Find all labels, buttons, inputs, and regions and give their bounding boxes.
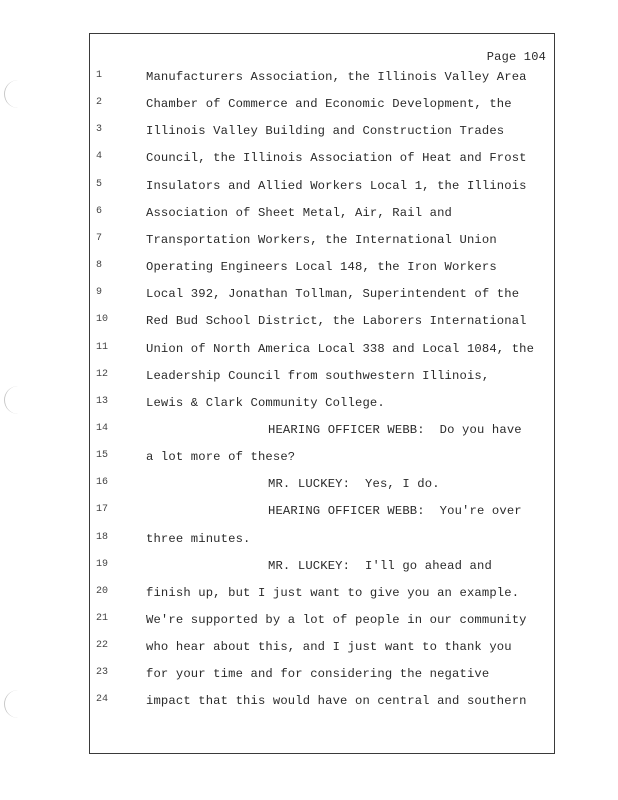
line-text: HEARING OFFICER WEBB: Do you have (268, 422, 522, 437)
line-text: impact that this would have on central and southern (146, 694, 527, 709)
line-text: finish up, but I just want to give you an example. (146, 585, 520, 600)
line-text: Red Bud School District, the Laborers International (146, 314, 527, 329)
line-number: 10 (96, 314, 109, 326)
line-text: Local 392, Jonathan Tollman, Superintendent of the (146, 287, 520, 302)
line-number: 12 (96, 368, 109, 380)
line-text: Operating Engineers Local 148, the Iron Workers (146, 260, 497, 275)
line-number: 4 (96, 151, 103, 163)
line-text: Chamber of Commerce and Economic Development, the (146, 97, 512, 112)
line-number: 16 (96, 477, 109, 489)
line-text: who hear about this, and I just want to thank you (146, 640, 512, 655)
line-text: Insulators and Allied Workers Local 1, the Illinois (146, 178, 527, 193)
page-number: Page 104 (486, 50, 546, 64)
line-number: 3 (96, 124, 103, 136)
line-text: a lot more of these? (146, 450, 296, 465)
line-number: 13 (96, 395, 109, 407)
line-text: Union of North America Local 338 and Local 1084, the (146, 341, 535, 356)
line-number: 7 (96, 232, 103, 244)
line-number: 9 (96, 287, 103, 299)
line-number: 14 (96, 422, 109, 434)
line-number: 20 (96, 585, 109, 597)
line-text: Manufacturers Association, the Illinois Valley Area (146, 70, 527, 84)
line-text: Council, the Illinois Association of Heat and Frost (146, 151, 527, 166)
line-text: Transportation Workers, the International Union (146, 232, 497, 247)
line-text: for your time and for considering the negative (146, 667, 490, 682)
line-number: 1 (96, 70, 103, 81)
line-text: Association of Sheet Metal, Air, Rail and (146, 205, 453, 220)
line-number: 15 (96, 450, 109, 462)
line-number: 21 (96, 613, 109, 624)
line-text: Illinois Valley Building and Construction Trades (146, 124, 505, 139)
line-number: 17 (96, 504, 109, 516)
line-number: 5 (96, 178, 103, 190)
line-number: 2 (96, 97, 103, 109)
line-text: MR. LUCKEY: Yes, I do. (268, 477, 440, 492)
line-number: 11 (96, 341, 109, 353)
line-number: 19 (96, 558, 109, 570)
line-number: 18 (96, 531, 109, 543)
line-number: 22 (96, 640, 109, 652)
punch-hole-mark (4, 690, 21, 718)
line-number: 23 (96, 667, 109, 679)
line-number: 24 (96, 694, 109, 706)
punch-hole-mark (4, 80, 21, 108)
line-text: Lewis & Clark Community College. (146, 395, 385, 410)
line-text: HEARING OFFICER WEBB: You're over (268, 504, 522, 519)
punch-hole-mark (4, 386, 21, 414)
line-text: three minutes. (146, 531, 251, 546)
line-number: 8 (96, 260, 103, 272)
line-number: 6 (96, 205, 103, 217)
line-text: MR. LUCKEY: I'll go ahead and (268, 558, 492, 573)
line-text: Leadership Council from southwestern Illinois, (146, 368, 490, 383)
line-text: We're supported by a lot of people in our community (146, 613, 527, 627)
